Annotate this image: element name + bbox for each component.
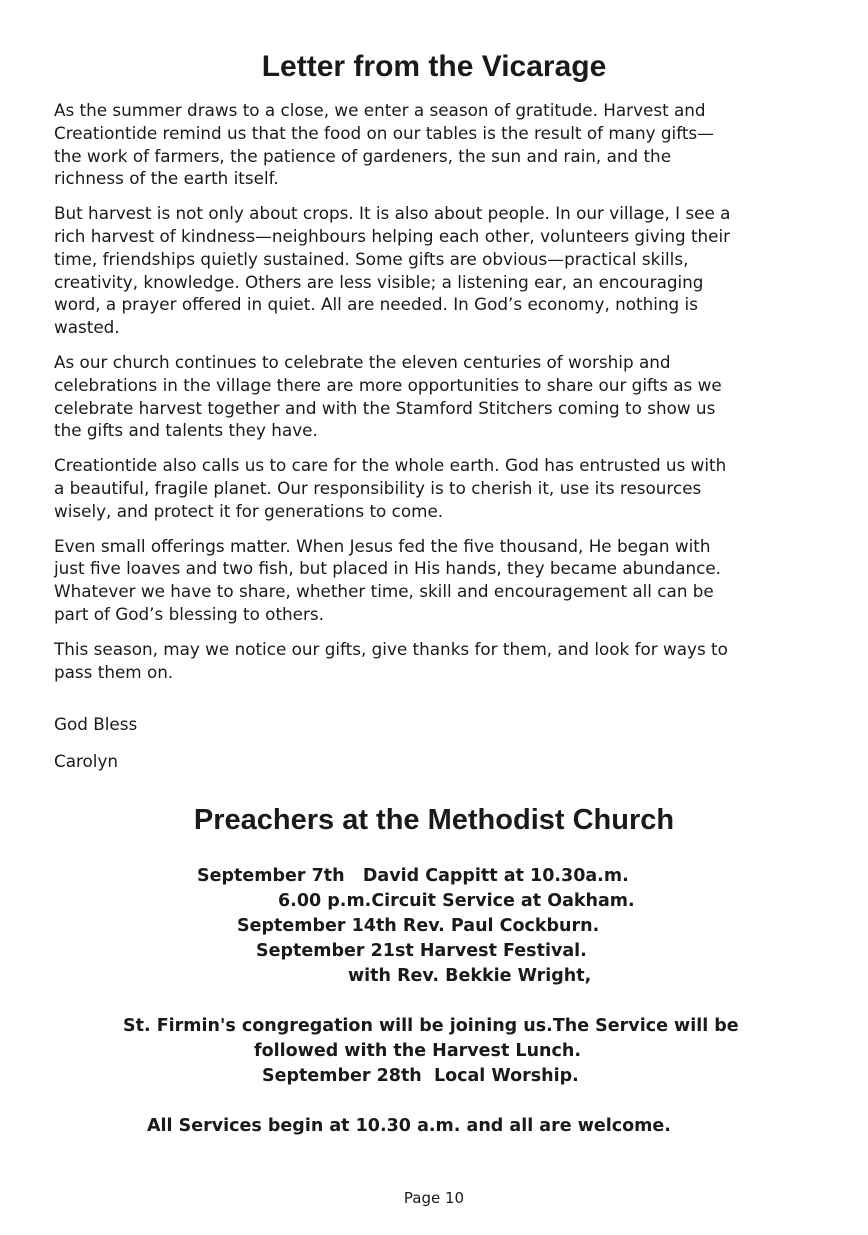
schedule-line: with Rev. Bekkie Wright,: [348, 966, 592, 986]
text-line: celebrations in the village there are more opportunities to share our gifts as we: [54, 374, 722, 395]
schedule-line: followed with the Harvest Lunch.: [254, 1041, 581, 1061]
text-line: But harvest is not only about crops. It is also about people. In our village, I see a: [54, 203, 731, 224]
text-line: Whatever we have to share, whether time, skill and encouragement all can be: [54, 581, 714, 602]
text-line: celebrate harvest together and with the Stamford Stitchers coming to show us: [54, 397, 716, 418]
letter-body: [54, 99, 844, 785]
text-line: time, friendships quietly sustained. Some gifts are obvious—practical skills,: [54, 248, 689, 269]
letter-paragraph: [54, 454, 844, 522]
text-line: wisely, and protect it for generations to come.: [54, 500, 444, 521]
text-line: a beautiful, fragile planet. Our responsibility is to cherish it, use its resources: [54, 477, 702, 498]
text-line: As our church continues to celebrate the eleven centuries of worship and: [54, 351, 671, 372]
letter-paragraph: [54, 202, 844, 339]
text-line: just five loaves and two fish, but placed in His hands, they became abundance.: [54, 558, 721, 579]
letter-paragraph: [54, 638, 844, 684]
page-number: Page 10: [403, 1189, 465, 1207]
text-line: Creationtide remind us that the food on our tables is the result of many gifts—: [54, 122, 714, 143]
text-line: As the summer draws to a close, we enter a season of gratitude. Harvest and: [54, 100, 706, 120]
schedule-line: St. Firmin's congregation will be joining us.The Service will be: [123, 1016, 739, 1036]
text-line: part of God’s blessing to others.: [54, 603, 324, 624]
schedule-line: September 14th Rev. Paul Cockburn.: [237, 916, 600, 936]
schedule-line: September 21st Harvest Festival.: [256, 941, 587, 961]
text-line: This season, may we notice our gifts, give thanks for them, and look for ways to: [54, 638, 728, 659]
text-line: word, a prayer offered in quiet. All are needed. In God’s economy, nothing is: [54, 294, 698, 315]
text-line: pass them on.: [54, 661, 174, 682]
closing: God Bless: [54, 714, 138, 735]
text-line: the work of farmers, the patience of gardeners, the sun and rain, and the: [54, 145, 672, 166]
letter-title: Letter from the Vicarage: [261, 50, 607, 83]
services-note: All Services begin at 10.30 a.m. and all are welcome.: [147, 1116, 671, 1136]
schedule-line: September 7th David Cappitt at 10.30a.m.: [197, 866, 629, 886]
text-line: wasted.: [54, 317, 120, 338]
letter-paragraph: [54, 535, 844, 626]
schedule-line: September 28th Local Worship.: [262, 1066, 579, 1086]
text-line: rich harvest of kindness—neighbours helping each other, volunteers giving their: [54, 225, 731, 246]
text-line: Creationtide also calls us to care for the whole earth. God has entrusted us with: [54, 455, 727, 476]
letter-paragraph: [54, 99, 844, 190]
schedule-line: 6.00 p.m.Circuit Service at Oakham.: [278, 891, 635, 911]
text-line: creativity, knowledge. Others are less visible; a listening ear, an encouraging: [54, 271, 704, 292]
text-line: the gifts and talents they have.: [54, 420, 318, 441]
text-line: Even small offerings matter. When Jesus fed the five thousand, He began with: [54, 535, 711, 556]
preachers-heading: Preachers at the Methodist Church: [193, 804, 675, 836]
signature: Carolyn: [54, 751, 119, 772]
text-line: richness of the earth itself.: [54, 168, 279, 189]
letter-paragraph: [54, 351, 844, 442]
